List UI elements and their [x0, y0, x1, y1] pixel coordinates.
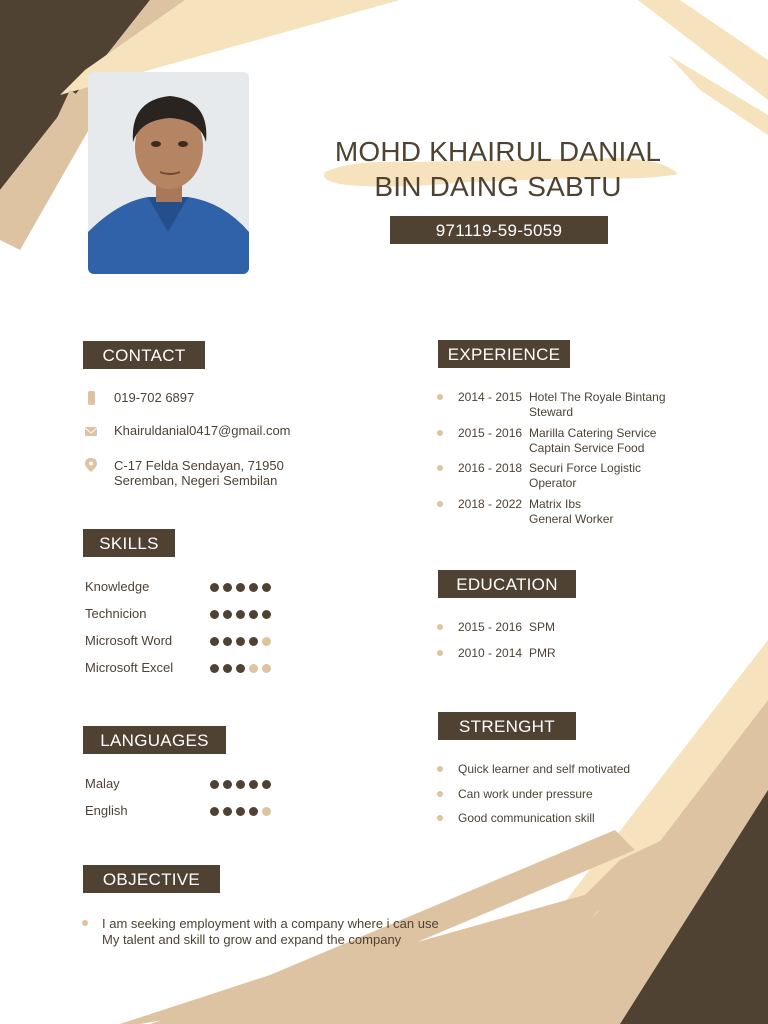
strength-bullet: [437, 766, 443, 772]
rating-dot: [249, 583, 258, 592]
experience-bullet: [437, 465, 443, 471]
skills-rating: [210, 610, 271, 619]
experience-company: Hotel The Royale Bintang: [529, 390, 666, 404]
strength-item: Good communication skill: [458, 811, 595, 825]
rating-dot: [249, 807, 258, 816]
languages-heading: LANGUAGES: [83, 726, 226, 754]
skills-rating: [210, 664, 271, 673]
strength-bullet: [437, 791, 443, 797]
experience-company: Matrix Ibs: [529, 496, 582, 511]
contact-address-line-2: Seremban, Negeri Sembilan: [114, 473, 278, 488]
rating-dot: [236, 807, 245, 816]
rating-dot: [223, 664, 232, 673]
rating-dot: [249, 664, 258, 673]
rating-dot: [236, 583, 245, 592]
languages-rating: [210, 780, 271, 789]
education-qualification: SPM: [529, 620, 556, 634]
education-years: 2015 - 2016: [458, 620, 523, 634]
rating-dot: [236, 637, 245, 646]
objective-line-1: I am seeking employment with a company where i can use: [102, 916, 439, 931]
rating-dot: [210, 583, 219, 592]
contact-address-line-1: C-17 Felda Sendayan, 71950: [114, 458, 284, 473]
rating-dot: [262, 610, 271, 619]
skills-label: Microsoft Excel: [85, 660, 174, 675]
skills-label: Microsoft Word: [85, 633, 173, 648]
strength-item: Can work under pressure: [458, 786, 593, 801]
experience-bullet: [437, 394, 443, 400]
education-bullet: [437, 624, 443, 630]
experience-years: 2016 - 2018: [458, 461, 523, 475]
objective-bullet: [82, 920, 88, 926]
rating-dot: [236, 664, 245, 673]
experience-company: Securi Force Logistic: [529, 461, 642, 475]
languages-label: Malay: [85, 776, 120, 791]
rating-dot: [262, 664, 271, 673]
experience-role: Captain Service Food: [529, 440, 645, 455]
rating-dot: [223, 583, 232, 592]
rating-dot: [210, 807, 219, 816]
id-number-badge: 971119-59-5059: [390, 216, 608, 244]
experience-years: 2018 - 2022: [458, 496, 523, 511]
candidate-name: [300, 134, 696, 204]
name-line-2: BIN DAING SABTU: [374, 171, 622, 202]
experience-years: 2014 - 2015: [458, 390, 523, 404]
skills-heading: SKILLS: [83, 529, 175, 557]
location-pin-icon: [85, 458, 97, 472]
experience-role: Steward: [529, 405, 574, 419]
rating-dot: [249, 780, 258, 789]
languages-label: English: [85, 803, 128, 818]
skills-rating: [210, 637, 271, 646]
experience-role: Operator: [529, 476, 577, 490]
rating-dot: [249, 637, 258, 646]
profile-photo: [88, 72, 249, 274]
rating-dot: [262, 780, 271, 789]
experience-company: Marilla Catering Service: [529, 425, 657, 440]
rating-dot: [262, 807, 271, 816]
experience-bullet: [437, 501, 443, 507]
contact-email: Khairuldanial0417@gmail.com: [114, 423, 291, 438]
education-bullet: [437, 650, 443, 656]
strength-heading: STRENGHT: [438, 712, 576, 740]
skills-label: Knowledge: [85, 579, 150, 594]
rating-dot: [223, 610, 232, 619]
rating-dot: [210, 664, 219, 673]
education-qualification: PMR: [529, 646, 556, 660]
education-years: 2010 - 2014: [458, 646, 523, 660]
education-heading: EDUCATION: [438, 570, 576, 598]
rating-dot: [210, 637, 219, 646]
rating-dot: [262, 583, 271, 592]
name-line-1: MOHD KHAIRUL DANIAL: [334, 136, 662, 167]
languages-rating: [210, 807, 271, 816]
skills-rating: [210, 583, 271, 592]
rating-dot: [223, 637, 232, 646]
strength-bullet: [437, 815, 443, 821]
experience-years: 2015 - 2016: [458, 425, 523, 440]
strength-item: Quick learner and self motivated: [458, 762, 631, 776]
email-icon: [85, 425, 97, 439]
rating-dot: [223, 807, 232, 816]
rating-dot: [249, 610, 258, 619]
contact-phone: 019-702 6897: [114, 390, 195, 405]
rating-dot: [236, 610, 245, 619]
rating-dot: [210, 610, 219, 619]
objective-line-2: My talent and skill to grow and expand the company: [102, 932, 402, 947]
contact-heading: CONTACT: [83, 341, 205, 369]
skills-label: Technicion: [85, 606, 147, 621]
objective-heading: OBJECTIVE: [83, 865, 220, 893]
rating-dot: [223, 780, 232, 789]
phone-icon: [85, 391, 97, 405]
experience-heading: EXPERIENCE: [438, 340, 570, 368]
rating-dot: [210, 780, 219, 789]
rating-dot: [236, 780, 245, 789]
rating-dot: [262, 637, 271, 646]
experience-role: General Worker: [529, 511, 614, 526]
experience-bullet: [437, 430, 443, 436]
